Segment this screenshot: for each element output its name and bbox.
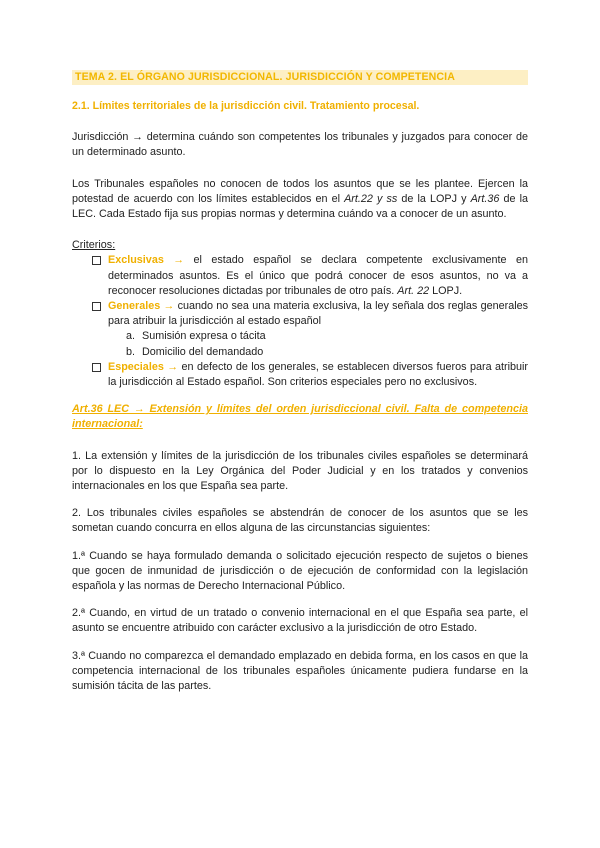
intro-text-1: Los Tribunales españoles no conocen de todos los asuntos que se les plantee. Ejercen la potestad de acuerdo con los límites establecidos en el — [72, 177, 528, 205]
list-item-text: Sumisión expresa o tácita — [142, 330, 266, 343]
criterio-text: en defecto de los generales, se establecen diversos fueros para atribuir la jurisdicción al Estado español. Son criterios especiales pero no exclusivos. — [108, 360, 529, 389]
arrow-icon: → — [163, 300, 175, 313]
article-paragraph-5: 3.ª Cuando no comparezca el demandado emplazado en debida forma, en los casos en que la competencia internacional de los tribunales españoles únicamente pudiera fundarse en la sumisión tácita de las partes. — [72, 649, 528, 693]
list-item-text: Domicilio del demandado — [142, 345, 264, 358]
intro-text-3: de la LEC. Cada Estado fija sus propias normas y determina cuándo va a conocer de un asunto. — [72, 192, 528, 221]
criterio-text: el estado español se declara competente exclusivamente en determinados asuntos. Es el único que podrá conocer de esos asuntos, no va a reconocer resoluciones dictadas por tribunales de otro país. — [108, 254, 528, 297]
definition-paragraph — [72, 130, 528, 160]
criterio-especiales — [72, 360, 528, 390]
checkbox-icon — [92, 256, 101, 265]
criterio-label: Especiales — [108, 360, 164, 373]
intro-text-2: de la LOPJ y — [397, 192, 471, 205]
art22-reference: Art.22 y ss — [344, 192, 398, 205]
criterio-generales — [72, 299, 528, 329]
criterios-label: Criterios: — [72, 239, 116, 252]
article-paragraph-3: 1.ª Cuando se haya formulado demanda o solicitado ejecución respecto de sujetos o bienes que gocen de inmunidad de jurisdicción o de ejecución de conformidad con la legislación española y las normas de Derecho Internacional Público. — [72, 549, 528, 593]
list-marker: a. — [126, 330, 136, 343]
section-subtitle: 2.1. Límites territoriales de la jurisdicción civil. Tratamiento procesal. — [72, 100, 420, 112]
document-title: TEMA 2. EL ÓRGANO JURISDICCIONAL. JURISDICCIÓN Y COMPETENCIA — [72, 70, 528, 85]
article-paragraph-4: 2.ª Cuando, en virtud de un tratado o convenio internacional en el que España sea parte, el asunto se encuentre atribuido con carácter exclusivo a la jurisdicción de otro Estado. — [72, 607, 528, 635]
generales-sublist — [72, 329, 528, 359]
list-item — [72, 345, 528, 360]
article-paragraph-1: 1. La extensión y límites de la jurisdicción de los tribunales civiles españoles se determinará por lo dispuesto en la Ley Orgánica del Poder Judicial y en los tratados y convenios internacionales en los que España sea parte. — [72, 449, 528, 493]
list-item — [72, 329, 528, 344]
arrow-icon: → — [173, 254, 185, 267]
document-page — [72, 70, 528, 694]
criterio-label: Exclusivas — [108, 254, 164, 267]
arrow-icon: → — [167, 360, 179, 373]
criterio-exclusivas — [72, 253, 528, 299]
criterio-text: cuando no sea una materia exclusiva, la ley señala dos reglas generales para atribuir la jurisdicción al estado español — [108, 300, 529, 328]
definition-term: Jurisdicción — [72, 131, 129, 144]
art22-reference: Art. 22 — [397, 284, 430, 297]
article-heading: Art.36 LEC → Extensión y límites del orden jurisdiccional civil. Falta de competencia internacional: — [72, 403, 528, 431]
intro-paragraph — [72, 177, 528, 223]
arrow-icon: → — [132, 131, 143, 144]
checkbox-icon — [92, 302, 101, 311]
art36-reference: Art.36 — [470, 192, 500, 205]
criterio-label: Generales — [108, 300, 161, 313]
criterio-text-end: LOPJ. — [429, 284, 463, 297]
checkbox-icon — [92, 363, 101, 372]
list-marker: b. — [126, 345, 136, 358]
definition-text: determina cuándo son competentes los tribunales y juzgados para conocer de un determinado asunto. — [72, 131, 529, 159]
article-paragraph-2: 2. Los tribunales civiles españoles se abstendrán de conocer de los asuntos que se les sometan cuando concurra en ellos alguna de las circunstancias siguientes: — [72, 507, 528, 535]
